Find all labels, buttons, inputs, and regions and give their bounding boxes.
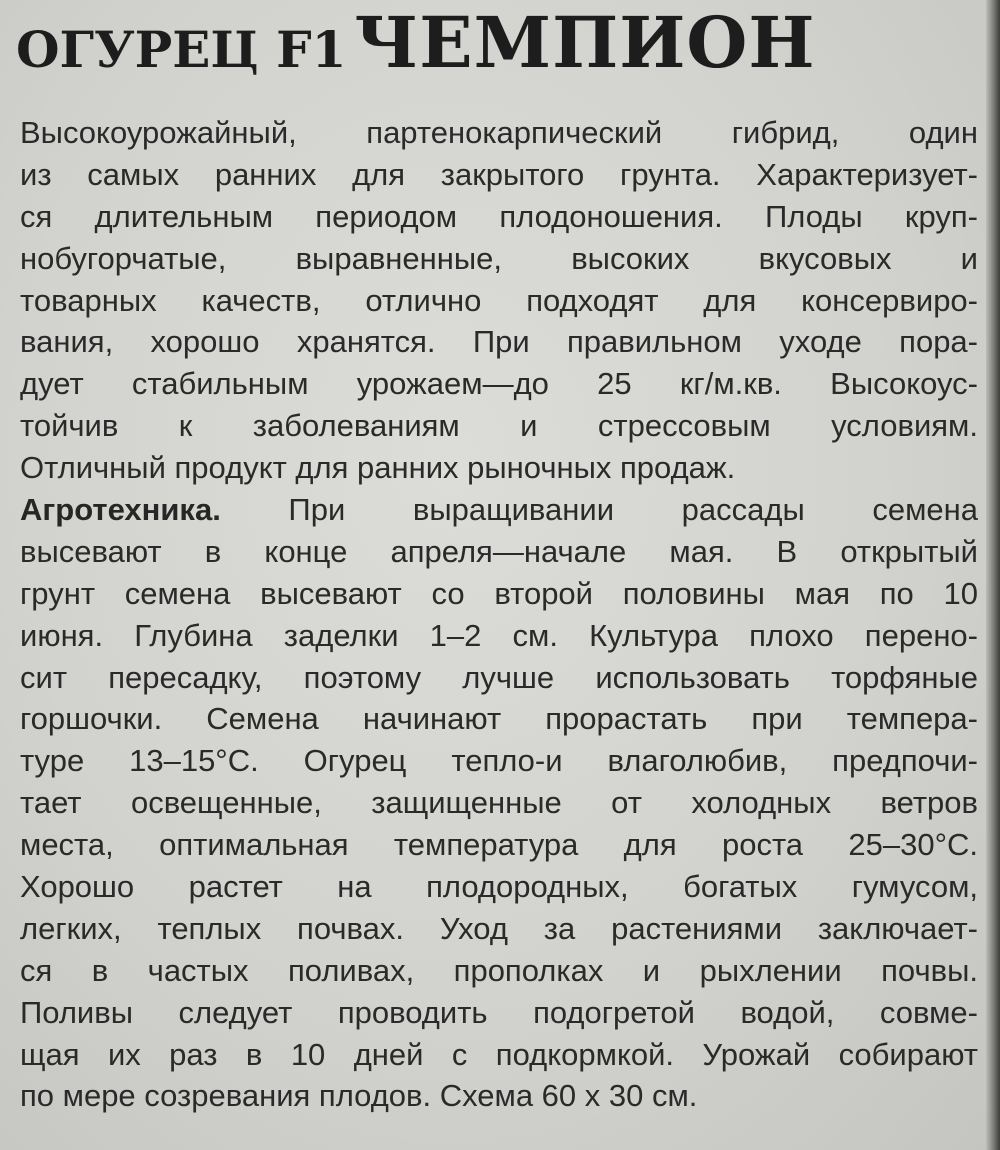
description-line: дует стабильным урожаем—до 25 кг/м.кв. Высокоус- <box>20 366 978 402</box>
agro-line: по мере созревания плодов. Схема 60 х 30 см. <box>20 1078 698 1114</box>
agro-line: грунт семена высевают со второй половины мая по 10 <box>20 575 978 611</box>
description-line: Высокоурожайный, партенокарпический гибрид, один <box>20 115 978 150</box>
agro-line: июня. Глубина заделки 1–2 см. Культура плохо перено- <box>20 617 978 653</box>
agro-line: места, оптимальная температура для роста 25–30°С. <box>20 827 978 863</box>
description-line: нобугорчатые, выравненные, высоких вкусовых и <box>20 240 978 276</box>
agro-line: туре 13–15°С. Огурец тепло-и влаголюбив, предпочи- <box>20 743 978 779</box>
agro-line: высевают в конце апреля—начале мая. В открытый <box>20 533 978 569</box>
description-line: тойчив к заболеваниям и стрессовым условиям. <box>20 408 978 444</box>
description-line: ся длительным периодом плодоношения. Плоды круп- <box>20 198 978 234</box>
description-line: товарных качеств, отлично подходят для консервиро- <box>20 282 978 318</box>
title-variety: ОГУРЕЦ F1 <box>16 20 347 79</box>
product-title <box>16 1 816 84</box>
description-line: Отличный продукт для ранних рыночных продаж. <box>20 450 736 486</box>
agro-line: Поливы следует проводить подогретой водой, совме- <box>20 994 978 1030</box>
agro-first-line <box>20 489 978 531</box>
agro-line: ся в частых поливах, прополках и рыхлении почвы. <box>20 952 978 988</box>
agro-line: горшочки. Семена начинают прорастать при темпера- <box>20 701 978 737</box>
description-line: вания, хорошо хранятся. При правильном уходе пора- <box>20 324 978 360</box>
agro-heading: Агротехника. <box>20 492 221 528</box>
description-line: из самых ранних для закрытого грунта. Характеризует- <box>20 156 978 192</box>
agro-first-line-text: При выращивании рассады семена <box>288 492 978 528</box>
packet-edge-shadow <box>986 0 1000 1150</box>
agro-line: Хорошо растет на плодородных, богатых гумусом, <box>20 869 978 905</box>
title-name: ЧЕМПИОН <box>354 1 816 84</box>
agro-line: сит пересадку, поэтому лучше использовать торфяные <box>20 659 978 695</box>
agro-line: тает освещенные, защищенные от холодных ветров <box>20 785 978 821</box>
agro-line: щая их раз в 10 дней с подкормкой. Урожай собирают <box>20 1036 978 1072</box>
agro-line: легких, теплых почвах. Уход за растениями заключает- <box>20 910 978 946</box>
product-text <box>20 112 978 1117</box>
